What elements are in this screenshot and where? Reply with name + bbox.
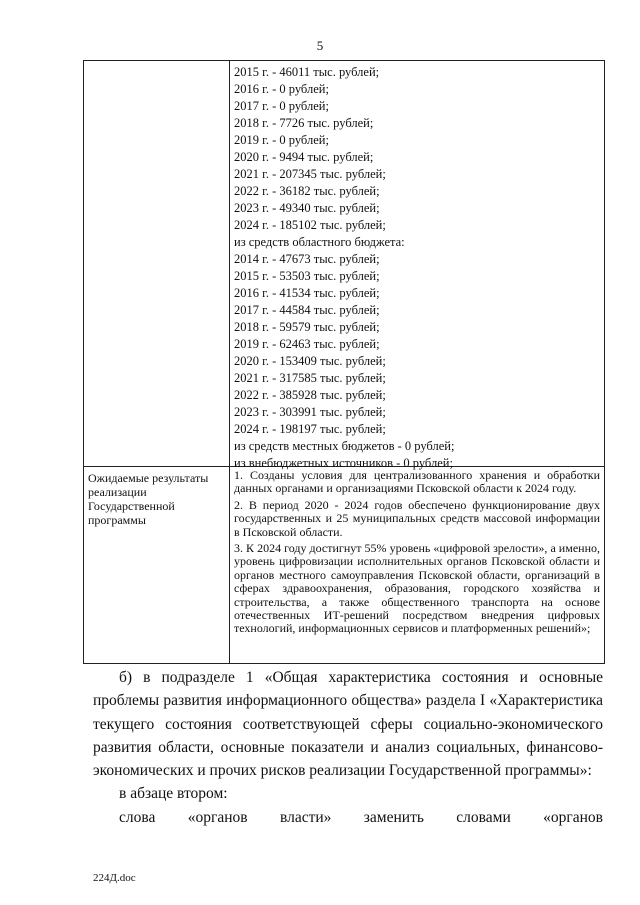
column-divider (229, 61, 230, 663)
funding-line: 2014 г. - 47673 тыс. рублей; (234, 252, 380, 266)
result-item: 3. К 2024 году достигнут 55% уровень «цифровой зрелости», а именно, уровень цифровизации исполнительных органов Псковской области и органов местного самоуправления Псковской области, организаций в сферах здравоохранения, образования, городского хозяйства и строительства, а также общественного транспорта на основе отечественных ИТ-решений посредством внедрения цифровых технологий, информационных сервисов и платформенных решений»; (234, 541, 600, 636)
footer-filename: 224Д.doc (93, 872, 136, 884)
funding-line: 2017 г. - 0 рублей; (234, 99, 329, 113)
funding-line: 2020 г. - 9494 тыс. рублей; (234, 150, 374, 164)
funding-line: 2022 г. - 385928 тыс. рублей; (234, 388, 386, 402)
expected-results-label: Ожидаемые результаты реализации Государственной программы (88, 471, 209, 527)
funding-line: 2017 г. - 44584 тыс. рублей; (234, 303, 380, 317)
amendment-paragraph: б) в подразделе 1 «Общая характеристика состояния и основные проблемы развития информационного общества» раздела I «Характеристика текущего состояния соответствующей сферы социально-экономического развития области, основные показатели и анализ социальных, финансово-экономических и прочих рисков реализации Государственной программы»: (93, 669, 603, 780)
funding-line: 2023 г. - 49340 тыс. рублей; (234, 201, 380, 215)
funding-line: 2018 г. - 7726 тыс. рублей; (234, 116, 374, 130)
amendment-paragraph: слова «органов власти» заменить словами «органов (119, 808, 603, 826)
funding-line: 2015 г. - 53503 тыс. рублей; (234, 269, 380, 283)
funding-line: из средств областного бюджета: (234, 235, 405, 249)
result-item: 2. В период 2020 - 2024 годов обеспечено функционирование двух государственных и 25 муниципальных средств массовой информации в Псковской области. (234, 497, 600, 539)
funding-line: 2019 г. - 0 рублей; (234, 133, 329, 147)
funding-line: из средств местных бюджетов - 0 рублей; (234, 439, 455, 453)
page-number: 5 (316, 38, 324, 53)
funding-line: 2018 г. - 59579 тыс. рублей; (234, 320, 380, 334)
funding-line: 2022 г. - 36182 тыс. рублей; (234, 184, 380, 198)
funding-line: 2016 г. - 41534 тыс. рублей; (234, 286, 380, 300)
funding-line: 2020 г. - 153409 тыс. рублей; (234, 354, 386, 368)
expected-results-cell (234, 469, 600, 639)
funding-line: 2016 г. - 0 рублей; (234, 82, 329, 96)
funding-cell (234, 64, 599, 472)
funding-line: 2024 г. - 198197 тыс. рублей; (234, 422, 386, 436)
funding-line: 2023 г. - 303991 тыс. рублей; (234, 405, 386, 419)
amendment-paragraph: в абзаце втором: (119, 785, 228, 803)
funding-line: из внебюджетных источников - 0 рублей; (234, 456, 453, 470)
funding-line: 2019 г. - 62463 тыс. рублей; (234, 337, 380, 351)
funding-line: 2021 г. - 207345 тыс. рублей; (234, 167, 386, 181)
result-item: 1. Созданы условия для централизованного хранения и обработки данных органами и организациями Псковской области к 2024 году. (234, 468, 600, 496)
funding-line: 2015 г. - 46011 тыс. рублей; (234, 65, 380, 79)
program-passport-table (83, 60, 605, 664)
body-text (93, 666, 603, 829)
funding-line: 2021 г. - 317585 тыс. рублей; (234, 371, 386, 385)
funding-line: 2024 г. - 185102 тыс. рублей; (234, 218, 386, 232)
